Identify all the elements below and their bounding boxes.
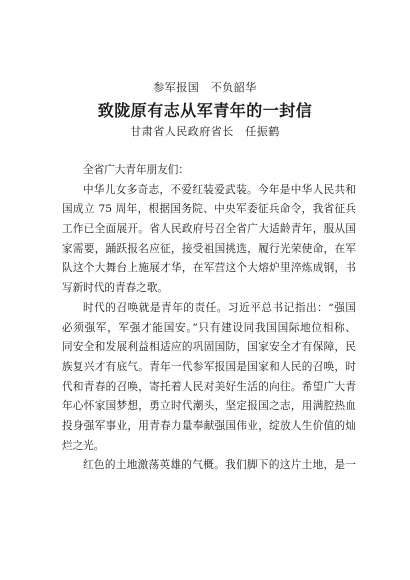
paragraph-line: 写新时代的青春之歌。 <box>62 282 168 295</box>
letter-title: 致陇原有志从军青年的一封信 <box>97 101 313 120</box>
paragraph-line: 时代的召唤就是青年的责任。习近平总书记指出：“强国 <box>83 301 356 314</box>
paragraph-line: 工作已全面展开。省人民政府号召全省广大适龄青年，服从国 <box>62 223 356 236</box>
letter-kicker: 参军报国 不负韶华 <box>153 81 257 94</box>
paragraph-line: 红色的土地激荡英雄的气概。我们脚下的这片土地，是一 <box>83 459 356 472</box>
paragraph-line: 队这个大舞台上施展才华，在军营这个大熔炉里淬炼成钢，书 <box>62 262 356 275</box>
paragraph-line: 国成立 75 周年，根据国务院、中央军委征兵命令，我省征兵 <box>62 203 356 216</box>
paragraph-line: 年心怀家国梦想，勇立时代潮头，坚定报国之志，用满腔热血 <box>62 400 356 413</box>
paragraph-line: 烂之光。 <box>62 439 105 452</box>
letter-salutation: 全省广大青年朋友们： <box>83 164 189 176</box>
paragraph-line: 族复兴才有底气。青年一代参军报国是国家和人民的召唤，时 <box>62 360 356 373</box>
letter-body <box>62 161 356 476</box>
paragraph-line: 家需要，踊跃报名应征，接受祖国挑选，履行光荣使命，在军 <box>62 242 356 255</box>
paragraph-1 <box>62 181 356 299</box>
paragraph-line: 代和青春的召唤，寄托着人民对美好生活的向往。希望广大青 <box>62 380 356 393</box>
paragraph-line: 中华儿女多奇志，不爱红装爱武装。今年是中华人民共和 <box>83 183 356 196</box>
paragraph-3 <box>62 456 356 476</box>
paragraph-line: 同安全和发展利益相适应的巩固国防，国家安全才有保障，民 <box>62 341 356 354</box>
paragraph-line: 投身强军事业，用青春力量奉献强国伟业，绽放人生价值的灿 <box>62 419 356 432</box>
letter-byline: 甘肃省人民政府省长 任振鹤 <box>130 125 280 138</box>
paragraph-line: 必须强军，军强才能国安。”只有建设同我国国际地位相称、 <box>62 321 356 334</box>
paragraph-2 <box>62 299 356 457</box>
